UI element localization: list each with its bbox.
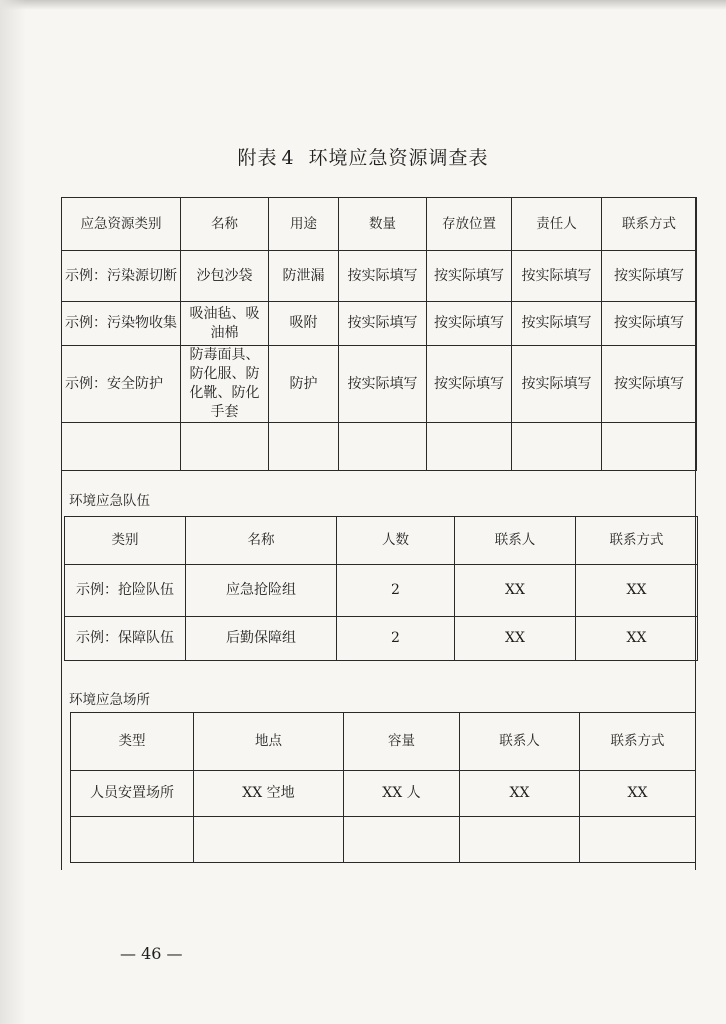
table-cell: 2 bbox=[337, 565, 455, 617]
column-header: 责任人 bbox=[512, 198, 602, 251]
table-cell: XX bbox=[576, 565, 698, 617]
column-header: 类型 bbox=[71, 713, 194, 771]
column-header: 存放位置 bbox=[427, 198, 512, 251]
table-row bbox=[62, 423, 697, 471]
table-cell: XX 空地 bbox=[194, 771, 344, 817]
column-header: 应急资源类别 bbox=[62, 198, 181, 251]
table-cell: XX bbox=[576, 617, 698, 661]
table-cell: 防毒面具、防化服、防化靴、防化手套 bbox=[181, 346, 269, 423]
column-header: 地点 bbox=[194, 713, 344, 771]
table-cell bbox=[194, 817, 344, 863]
table-row bbox=[65, 565, 698, 617]
table-cell: 按实际填写 bbox=[427, 302, 512, 346]
title-prefix: 附表 bbox=[237, 147, 278, 169]
column-header: 联系人 bbox=[460, 713, 580, 771]
table-cell bbox=[181, 423, 269, 471]
table-cell: 示例：污染物收集 bbox=[62, 302, 181, 346]
table-cell bbox=[602, 423, 697, 471]
table-cell: 按实际填写 bbox=[512, 302, 602, 346]
page-number: — 46 — bbox=[120, 944, 183, 963]
table-cell: 按实际填写 bbox=[339, 251, 427, 302]
table-cell: 沙包沙袋 bbox=[181, 251, 269, 302]
table-cell: 人员安置场所 bbox=[71, 771, 194, 817]
table-cell bbox=[344, 817, 460, 863]
table-cell: 按实际填写 bbox=[339, 346, 427, 423]
table-cell: 按实际填写 bbox=[427, 251, 512, 302]
table-cell: 按实际填写 bbox=[427, 346, 512, 423]
table-cell: 吸附 bbox=[269, 302, 339, 346]
table-cell: XX bbox=[580, 771, 696, 817]
table-cell: XX bbox=[455, 617, 576, 661]
resources-table bbox=[61, 197, 697, 471]
column-header: 类别 bbox=[65, 517, 186, 565]
table-cell: 按实际填写 bbox=[512, 346, 602, 423]
table-cell: 按实际填写 bbox=[602, 302, 697, 346]
table-cell: 防泄漏 bbox=[269, 251, 339, 302]
header-row bbox=[62, 198, 697, 251]
table-cell: 2 bbox=[337, 617, 455, 661]
site-table bbox=[70, 712, 696, 863]
table-cell: 按实际填写 bbox=[339, 302, 427, 346]
column-header: 名称 bbox=[186, 517, 337, 565]
team-table bbox=[64, 516, 698, 661]
scan-top-shadow bbox=[0, 0, 726, 10]
table-cell: 示例：安全防护 bbox=[62, 346, 181, 423]
table-row bbox=[62, 346, 697, 423]
table-row bbox=[65, 617, 698, 661]
page-title bbox=[0, 143, 726, 170]
table-cell: 按实际填写 bbox=[512, 251, 602, 302]
table-cell bbox=[460, 817, 580, 863]
table-row bbox=[71, 771, 696, 817]
table-cell: 应急抢险组 bbox=[186, 565, 337, 617]
table-cell bbox=[427, 423, 512, 471]
table-cell: 示例：抢险队伍 bbox=[65, 565, 186, 617]
table-row bbox=[71, 817, 696, 863]
table-cell: XX bbox=[455, 565, 576, 617]
table-cell bbox=[269, 423, 339, 471]
table-cell: 防护 bbox=[269, 346, 339, 423]
table-row bbox=[62, 302, 697, 346]
table-cell bbox=[71, 817, 194, 863]
table-cell: 吸油毡、吸油棉 bbox=[181, 302, 269, 346]
table-cell bbox=[62, 423, 181, 471]
column-header: 联系方式 bbox=[602, 198, 697, 251]
table-row bbox=[62, 251, 697, 302]
table-cell bbox=[339, 423, 427, 471]
table-cell: 示例：保障队伍 bbox=[65, 617, 186, 661]
column-header: 联系方式 bbox=[580, 713, 696, 771]
table-cell: 按实际填写 bbox=[602, 251, 697, 302]
column-header: 人数 bbox=[337, 517, 455, 565]
header-row bbox=[71, 713, 696, 771]
table-cell: 后勤保障组 bbox=[186, 617, 337, 661]
title-number: 4 bbox=[281, 147, 295, 169]
table-cell: 示例：污染源切断 bbox=[62, 251, 181, 302]
table-cell: XX 人 bbox=[344, 771, 460, 817]
column-header: 数量 bbox=[339, 198, 427, 251]
column-header: 名称 bbox=[181, 198, 269, 251]
site-section-label: 环境应急场所 bbox=[69, 692, 150, 708]
team-section-label: 环境应急队伍 bbox=[69, 493, 150, 509]
column-header: 联系人 bbox=[455, 517, 576, 565]
column-header: 容量 bbox=[344, 713, 460, 771]
table-cell bbox=[580, 817, 696, 863]
table-cell: 按实际填写 bbox=[602, 346, 697, 423]
title-text: 环境应急资源调查表 bbox=[308, 147, 489, 169]
header-row bbox=[65, 517, 698, 565]
column-header: 联系方式 bbox=[576, 517, 698, 565]
column-header: 用途 bbox=[269, 198, 339, 251]
table-cell bbox=[512, 423, 602, 471]
table-cell: XX bbox=[460, 771, 580, 817]
